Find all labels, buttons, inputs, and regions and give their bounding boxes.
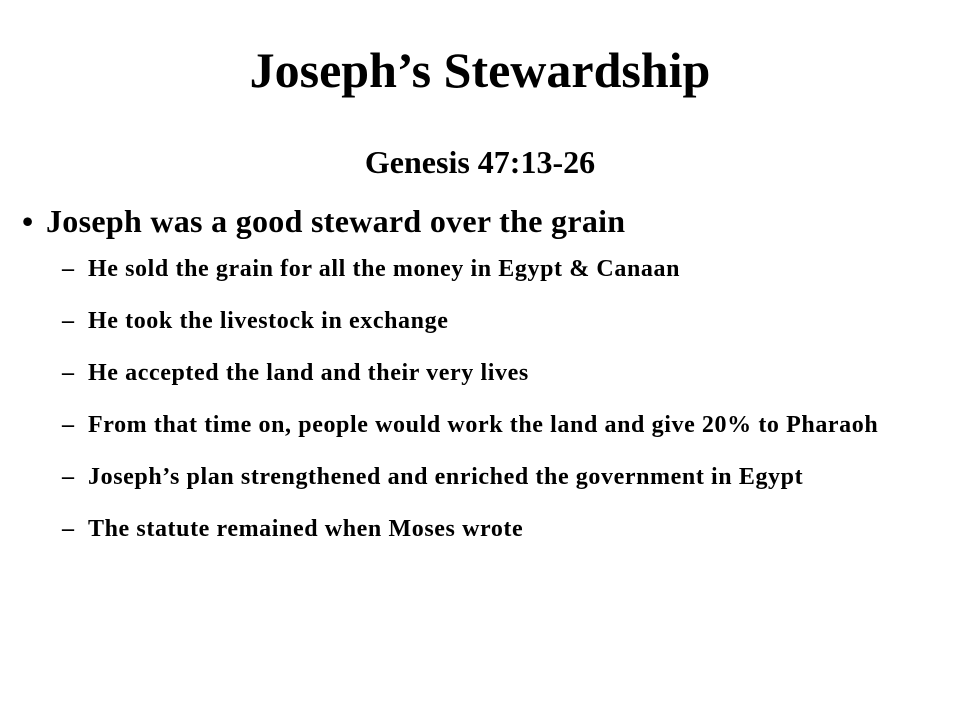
sub-bullet-item [62,255,922,284]
bullet-marker: • [22,203,34,239]
sub-bullet-list [62,255,922,567]
dash-marker: – [62,516,75,542]
sub-bullet-text: The statute remained when Moses wrote [88,516,524,542]
slide-subtitle: Genesis 47:13-26 [364,144,596,180]
dash-marker: – [62,464,75,490]
sub-bullet-text: From that time on, people would work the land and give 20% to Pharaoh [88,412,879,438]
slide-title: Joseph’s Stewardship [249,42,711,98]
sub-bullet-text: He took the livestock in exchange [88,308,449,334]
main-bullet [22,201,942,241]
sub-bullet-item [62,411,922,440]
sub-bullet-text: He sold the grain for all the money in Egypt & Canaan [88,256,681,282]
sub-bullet-item [62,463,922,492]
sub-bullet-text: He accepted the land and their very lives [88,360,529,386]
sub-bullet-text: Joseph’s plan strengthened and enriched the government in Egypt [88,464,804,490]
bullet-text: Joseph was a good steward over the grain [46,203,626,239]
sub-bullet-item [62,359,922,388]
dash-marker: – [62,412,75,438]
dash-marker: – [62,256,75,282]
dash-marker: – [62,308,75,334]
dash-marker: – [62,360,75,386]
sub-bullet-item [62,515,922,544]
sub-bullet-item [62,307,922,336]
